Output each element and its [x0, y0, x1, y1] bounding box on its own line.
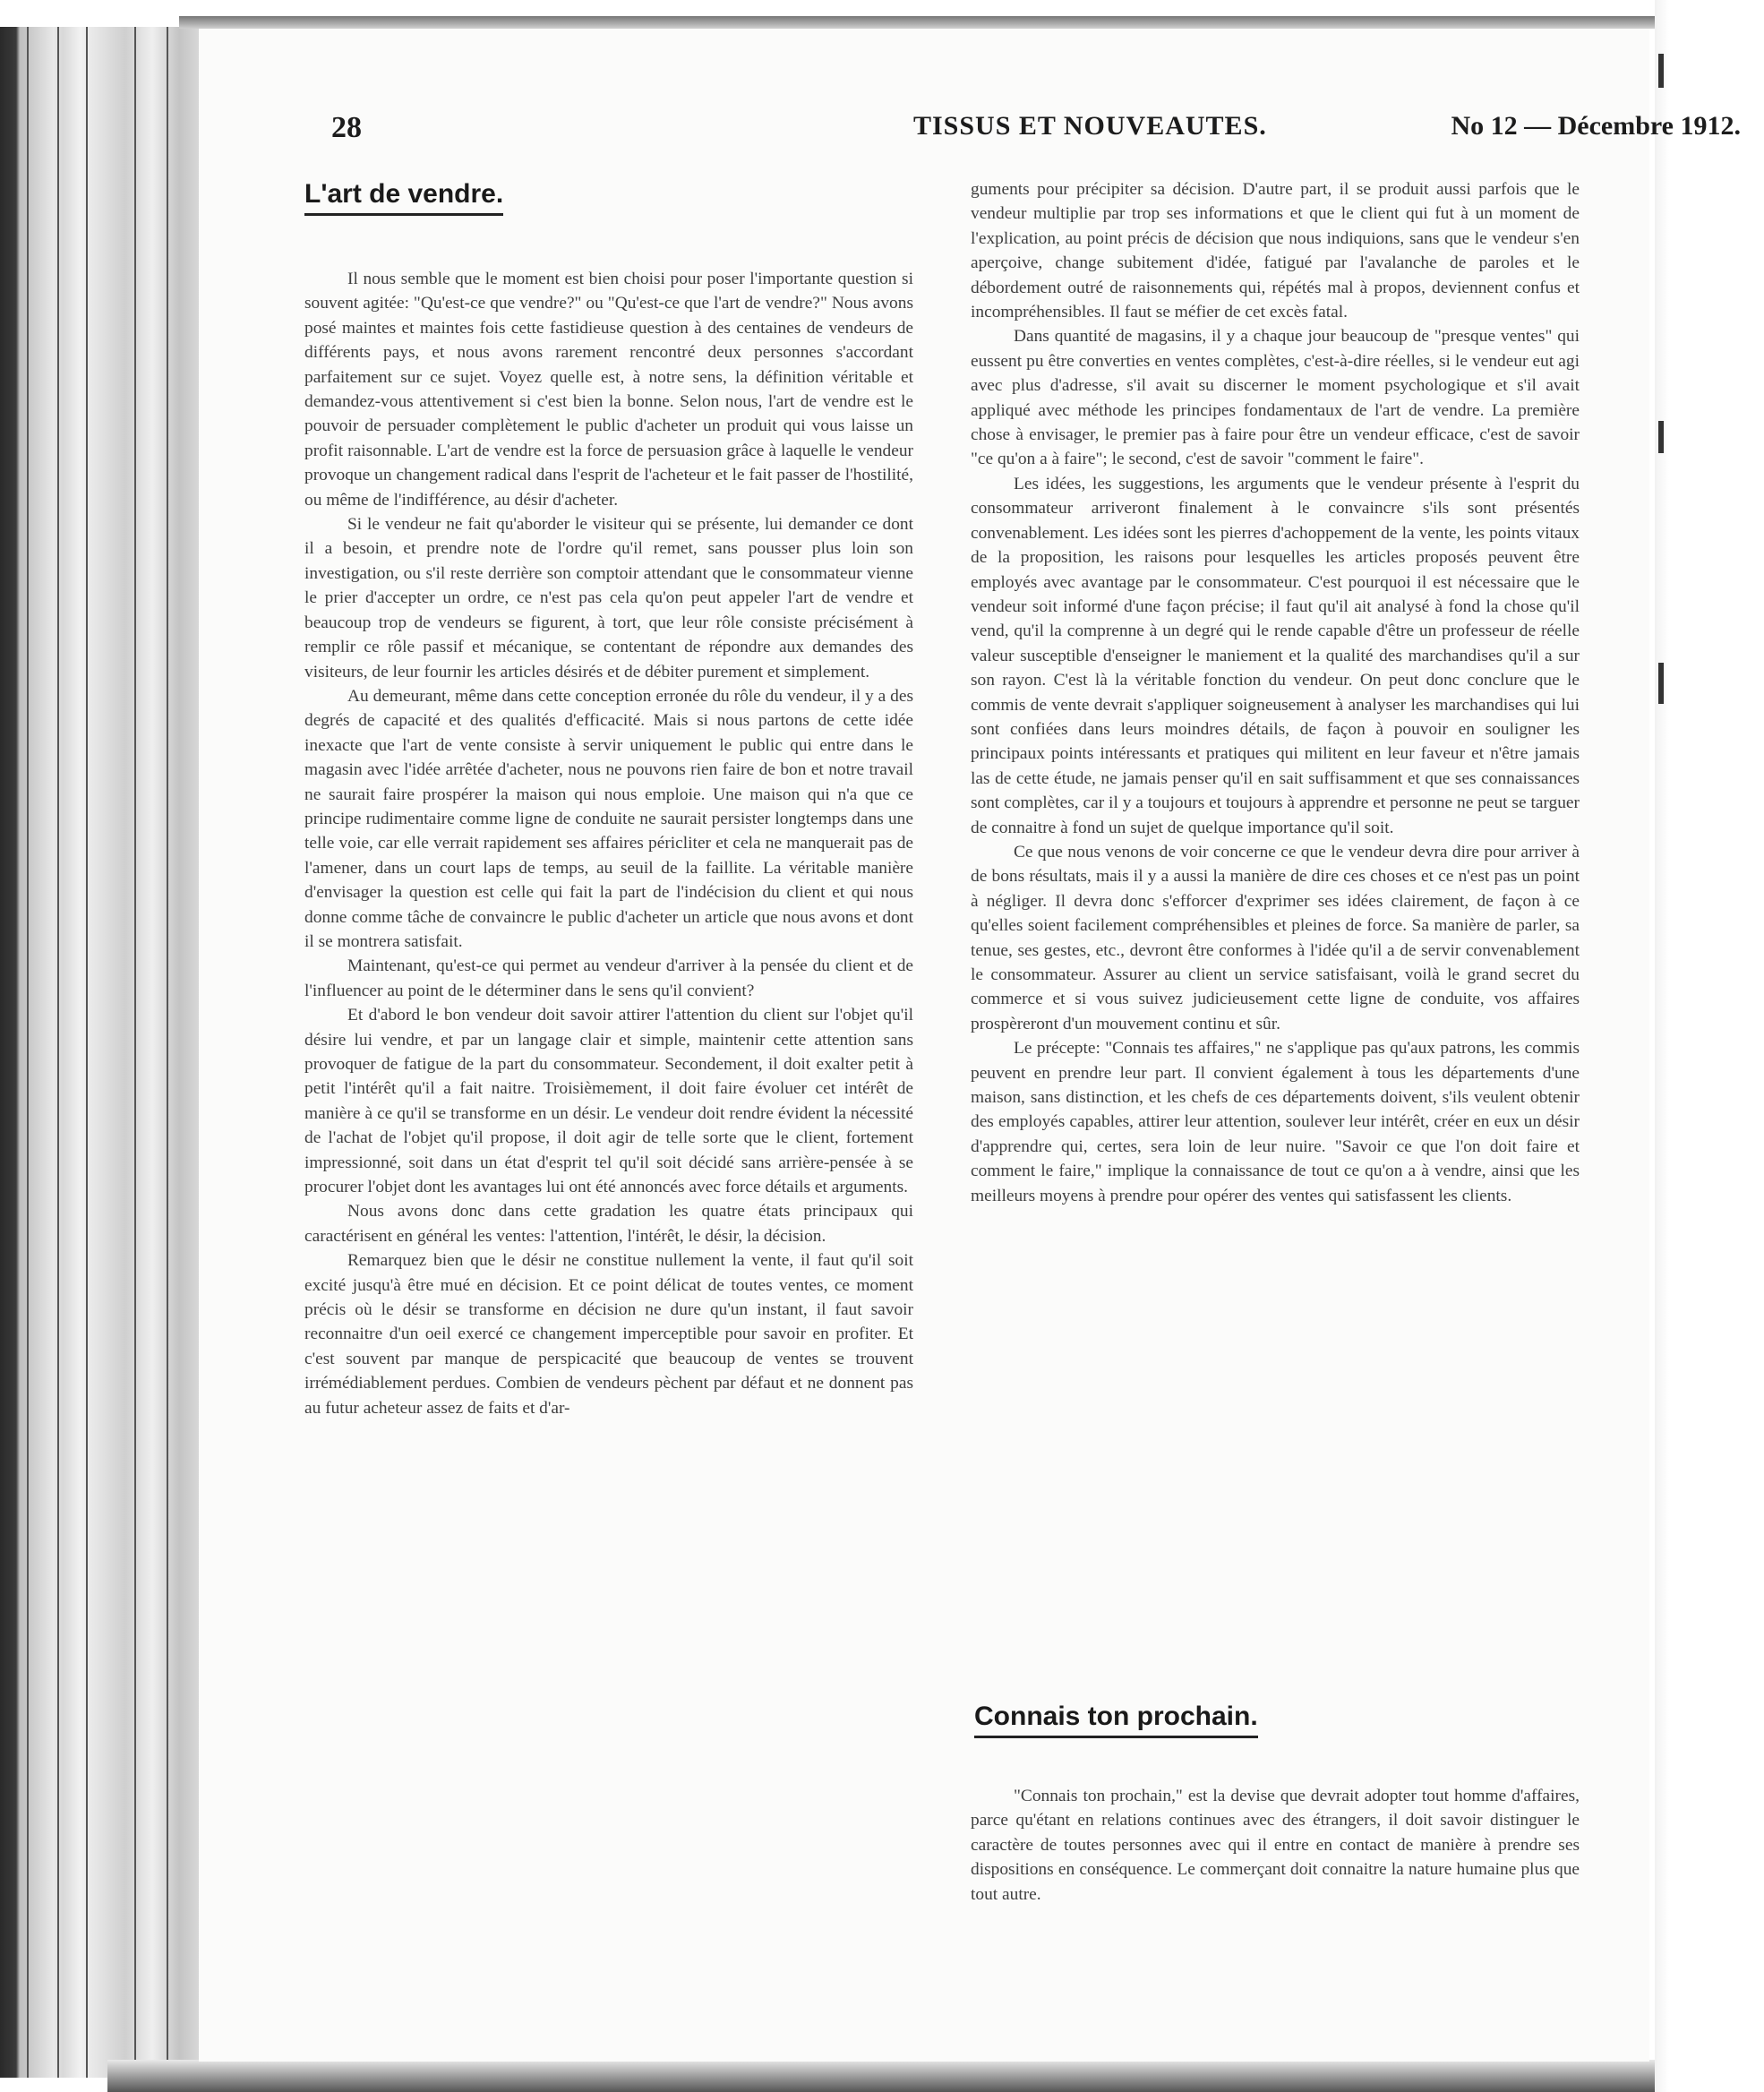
paragraph: guments pour précipiter sa décision. D'autre part, il se produit aussi parfois que le vendeur multiplie par trop ses informations et que le client qui fut à un moment de l'explication, au point précis de décision que nous indiquions, sans que le vendeur s'en aperçoive, change subitement d'idée, fatigué par l'avalanche de paroles et le débordement outré de raisonnements qui, répétés mal à propos, deviennent confus et incompréhensibles. Il faut se méfier de cet excès fatal. — [971, 180, 1580, 322]
paragraph: Les idées, les suggestions, les arguments que le vendeur présente à l'esprit du consommateur arriveront finalement à le convaincre s'ils sont présentés convenablement. Les idées sont les pierres d'achoppement de la vente, les points vitaux de la proposition, les raisons pour lesquelles les articles proposés peuvent être employés avec avantage par le consommateur. C'est pourquoi il est nécessaire que le vendeur soit informé d'une façon précise; il faut qu'il ait analysé à fond la chose qu'il vend, qu'il la comprenne à un degré qui le rende capable d'être un professeur de réelle valeur susceptible d'enseigner le maniement et la qualité des marchandises qu'il a sur son rayon. C'est là la véritable fonction du vendeur. On peut donc conclure que le commis de vente devrait s'appliquer soigneusement à analyser les marchandises qui lui sont confiées dans leurs moindres détails, de façon à pouvoir en souligner les principaux points intéressants et pratiques qui militent en leur faveur et n'être jamais las de cette étude, ne jamais penser qu'il en sait suffisamment et que ses connaissances sont complètes, car il y a toujours et toujours à apprendre et personne ne peut se targuer de connaitre à fond un sujet de quelque importance qu'il soit. — [971, 474, 1580, 837]
paragraph: Il nous semble que le moment est bien choisi pour poser l'importante question si souvent agitée: "Qu'est-ce que vendre?" ou "Qu'est-ce que l'art de vendre?" Nous avons posé maintes et maintes fois cette fastidieuse question à des centaines de vendeurs de différents pays, et nous avons rarement rencontré deux personnes s'accordant parfaitement sur ce sujet. Voyez quelle est, à notre sens, la définition véritable et demandez-vous attentivement si c'est bien la bonne. Selon nous, l'art de vendre est le pouvoir de persuader complètement le public d'acheter un produit qui vous laisse un profit raisonnable. L'art de vendre est la force de persuasion grâce à laquelle le vendeur provoque un changement radical dans l'esprit de l'acheteur et le fait passer de l'hostilité, ou même de l'indifférence, au désir d'acheter. — [304, 270, 913, 510]
edge-mark — [1658, 663, 1664, 704]
page-stack-line — [134, 27, 136, 2078]
paragraph: "Connais ton prochain," est la devise que devrait adopter tout homme d'affaires, parce qu'étant en relations continues avec des étrangers, il doit savoir distinguer le caractère de toutes personnes avec qui il entre en contact de manière à prendre ses dispositions en conséquence. Le commerçant doit connaitre la nature humaine plus que tout autre. — [971, 1787, 1580, 1904]
edge-mark — [1658, 421, 1664, 453]
page-stack-line — [27, 27, 29, 2078]
page-number: 28 — [331, 111, 362, 144]
page-stack-line — [86, 27, 88, 2078]
issue-date: No 12 — Décembre 1912. — [1451, 111, 1741, 141]
paragraph: Si le vendeur ne fait qu'aborder le visiteur qui se présente, lui demander ce dont il a besoin, et prendre note de l'ordre qu'il remet, sans pousser plus loin son investigation, ou s'il reste derrière son comptoir attendant que le consommateur vienne le prier d'accepter un ordre, ce n'est pas cela qu'on peut appeler l'art de vendre et beaucoup trop de vendeurs se figurent, à tort, que leur rôle consiste précisément à remplir ce rôle passif et mécanique, se contentant de répondre aux demandes des visiteurs, de leur fournir les articles désirés et de débiter purement et simplement. — [304, 515, 913, 682]
paragraph: Le précepte: "Connais tes affaires," ne s'applique pas qu'aux patrons, les commis peuvent en prendre leur part. Il convient également à tous les départements d'une maison, sans distinction, et les chefs de ces départements doivent, s'ils veulent obtenir des employés capables, attirer leur attention, soulever leur intérêt, créer en eux un désir d'apprendre qui, certes, sera loin de leur nuire. "Savoir ce que l'on doit faire et comment le faire," implique la connaissance de tout ce qu'on a à vendre, ainsi que les meilleurs moyens à prendre pour opérer des ventes qui satisfassent les clients. — [971, 1039, 1580, 1205]
paragraph: Remarquez bien que le désir ne constitue nullement la vente, il faut qu'il soit excité jusqu'à être mué en décision. Et ce point délicat de toutes ventes, ce moment précis où le désir se transforme en décision ne dure qu'un instant, il faut savoir reconnaitre d'un oeil exercé ce changement imperceptible pour savoir en profiter. Et c'est souvent par manque de perspicacité que beaucoup de ventes se trouvent irrémédiablement perdues. Combien de vendeurs pèchent par défaut et ne donnent pas au futur acheteur assez de faits et d'ar- — [304, 1251, 913, 1418]
page-stack-line — [167, 27, 168, 2078]
scan-right-edge — [1655, 0, 1669, 2092]
running-head — [331, 111, 1764, 165]
paragraph: Au demeurant, même dans cette conception erronée du rôle du vendeur, il y a des degrés de capacité et des qualités d'efficacité. Mais si nous partons de cette idée inexacte que l'art de vente consiste à servir uniquement le public qui entre dans le magasin avec l'idée arrêtée d'acheter, nous ne pouvons rien faire de bon et notre travail ne saurait faire prospérer la maison qui nous emploie. Une maison qui n'a que ce principe rudimentaire comme ligne de conduite ne saurait persister longtemps dans une telle voie, car elle verrait rapidement ses affaires péricliter et cela ne manquerait pas de l'amener, dans un court laps de temps, au seuil de la faillite. La véritable manière d'envisager la question est celle qui fait la part de l'indécision du client et qui nous donne comme tâche de convaincre le public d'acheter un article que nous avons et dont il se montrera satisfait. — [304, 686, 913, 951]
left-column — [304, 267, 913, 1420]
article-heading: L'art de vendre. — [304, 179, 503, 216]
paragraph: Ce que nous venons de voir concerne ce que le vendeur devra dire pour arriver à de bons résultats, mais il y a aussi la manière de dire ces choses et ce n'est pas un point à négliger. Il devra donc s'efforcer d'exprimer ses idées clairement, de façon à ce qu'elles soient facilement compréhensibles et pleines de force. Sa manière de parler, sa tenue, ses gestes, etc., devront être conformes à l'idée qu'il a de servir convenablement le consommateur. Assurer au client un service satisfaisant, voilà le grand secret du commerce et si vous suivez judicieusement cette ligne de conduite, vos affaires prospèreront d'un mouvement continu et sûr. — [971, 842, 1580, 1033]
article-heading: Connais ton prochain. — [974, 1702, 1258, 1738]
book-bottom-edge — [107, 2060, 1669, 2092]
right-column — [971, 177, 1580, 1208]
magazine-page — [199, 29, 1741, 2062]
right-column-article-2 — [971, 1784, 1580, 1907]
page-stack-line — [57, 27, 59, 2078]
journal-title: TISSUS ET NOUVEAUTES. — [913, 111, 1267, 141]
paragraph: Nous avons donc dans cette gradation les quatre états principaux qui caractérisent en général les ventes: l'attention, l'intérêt, le désir, la décision. — [304, 1202, 913, 1246]
paragraph: Maintenant, qu'est-ce qui permet au vendeur d'arriver à la pensée du client et de l'influencer au point de le déterminer dans le sens qu'il convient? — [304, 956, 913, 1000]
book-binding — [0, 27, 206, 2078]
paragraph: Et d'abord le bon vendeur doit savoir attirer l'attention du client sur l'objet qu'il désire lui vendre, et par un langage clair et simple, maintenir cette attention sans provoquer de fatigue de la part du consommateur. Secondement, il doit exalter petit à petit l'intérêt qu'il a fait naitre. Troisièmement, il doit faire évoluer cet intérêt de manière à ce qu'il se transforme en un désir. Le vendeur doit rendre évident la nécessité de l'achat de l'objet qu'il propose, il doit agir de telle sorte que le client, fortement impressionné, soit dans un état d'esprit tel qu'il soit décidé sans arrière-pensée à se procurer l'objet dont les avantages lui ont été annoncés avec force détails et arguments. — [304, 1006, 913, 1197]
book-top-edge — [179, 16, 1657, 29]
paragraph: Dans quantité de magasins, il y a chaque jour beaucoup de "presque ventes" qui eussent pu être converties en ventes complètes, c'est-à-dire réelles, si le vendeur eut agi avec plus d'adresse, s'il avait su discerner le moment psychologique et s'il avait appliqué avec méthode les principes fondamentaux de l'art de vendre. La première chose à envisager, le premier pas à faire pour être un vendeur efficace, c'est de savoir "ce qu'on a à faire"; le second, c'est de savoir "comment le faire". — [971, 327, 1580, 469]
edge-mark — [1658, 54, 1664, 88]
